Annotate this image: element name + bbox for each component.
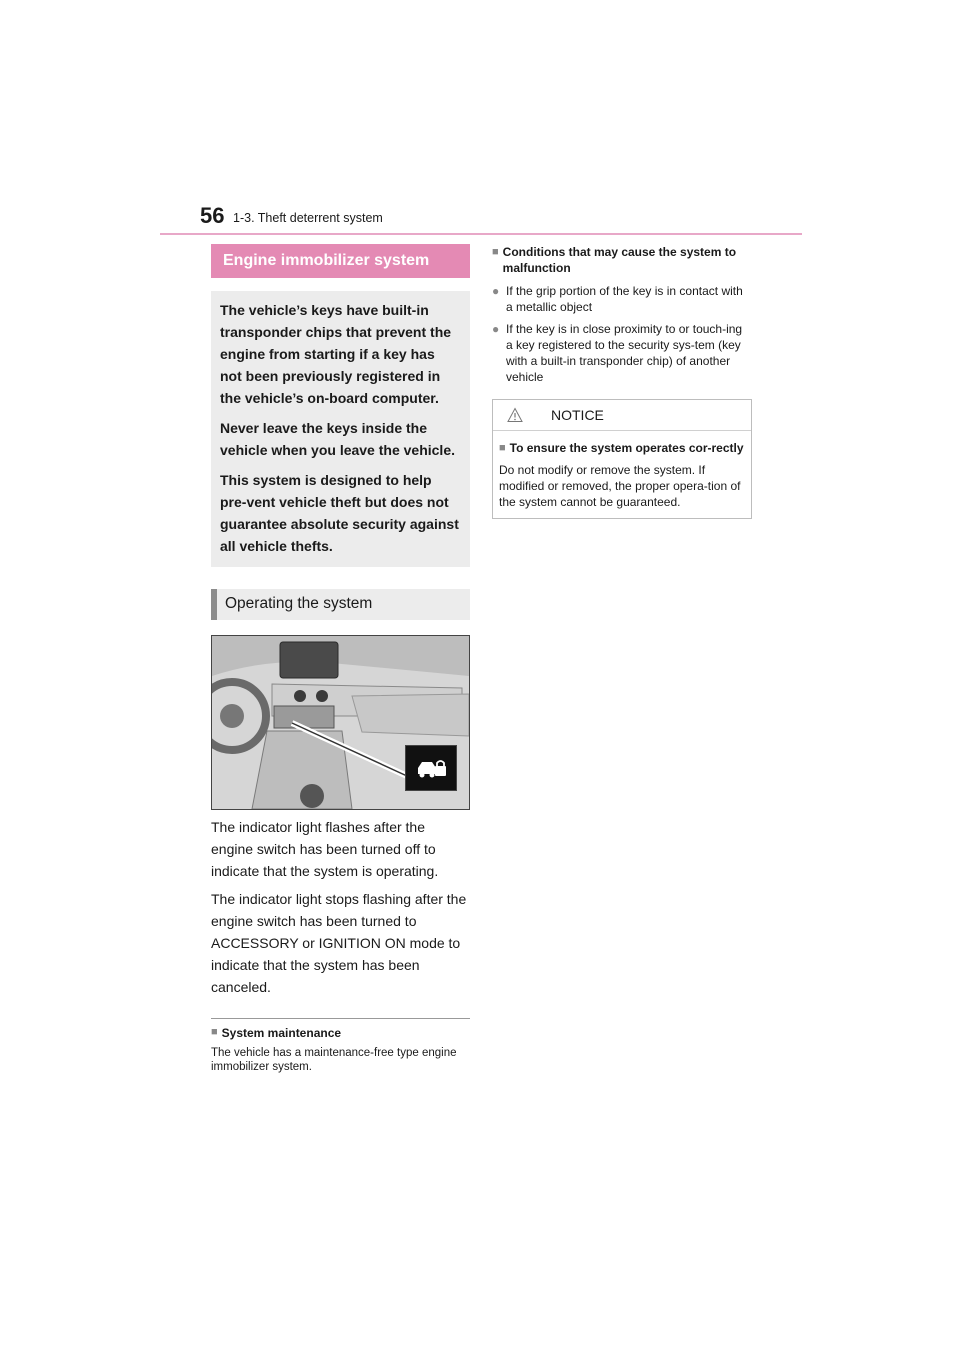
notice-box (492, 399, 752, 519)
conditions-heading-text: Conditions that may cause the system to malfunction (502, 245, 737, 275)
notice-title-bar (493, 400, 751, 431)
body-paragraph: The indicator light flashes after the engine switch has been turned off to indicate that the system is operating. (211, 819, 439, 879)
conditions-heading (492, 244, 752, 276)
list-item (492, 283, 752, 315)
circle-bullet-icon: ● (492, 284, 500, 298)
warning-icon (507, 407, 523, 423)
circle-bullet-icon: ● (492, 322, 500, 336)
notice-title: NOTICE (551, 407, 604, 423)
note-heading (211, 1026, 470, 1040)
notice-body (493, 431, 751, 518)
notice-subheading (499, 440, 745, 456)
chapter-title: 1-3. Theft deterrent system (233, 211, 383, 225)
intro-paragraph: This system is designed to help pre-vent vehicle theft but does not guarantee absolute security against all vehicle thefts. (220, 472, 459, 554)
body-paragraph: The indicator light stops flashing after the engine switch has been turned to ACCESSORY or IGNITION ON mode to indicate that the system has been canceled. (211, 891, 467, 995)
list-item-text: If the grip portion of the key is in contact with a metallic object (506, 284, 743, 314)
security-indicator (405, 745, 457, 791)
note-heading-text: System maintenance (221, 1026, 342, 1040)
header-rule (160, 233, 802, 235)
section-title: Engine immobilizer system (211, 244, 470, 278)
intro-paragraph: Never leave the keys inside the vehicle when you leave the vehicle. (220, 420, 455, 458)
list-item-text: If the key is in close proximity to or touch-ing a key registered to the security sys-tem (key with a built-in transponder chip) of another vehicle (506, 322, 743, 384)
square-bullet-icon: ■ (492, 246, 499, 258)
car-lock-icon (406, 746, 456, 790)
left-column (211, 244, 470, 1074)
body-text (211, 816, 470, 998)
list-item (492, 321, 752, 385)
notice-subheading-text: To ensure the system operates cor-rectly (509, 441, 744, 455)
intro-box (211, 291, 470, 567)
notice-text: Do not modify or remove the system. If modified or removed, the proper opera-tion of the system cannot be guaranteed. (499, 463, 741, 509)
square-bullet-icon: ■ (499, 442, 506, 454)
square-bullet-icon: ■ (211, 1026, 218, 1038)
intro-paragraph: The vehicle’s keys have built-in transponder chips that prevent the engine from starting if a key has not been previously registered in the vehicle’s on-board computer. (220, 302, 452, 406)
note-divider (211, 1018, 470, 1019)
dashboard-illustration (211, 635, 470, 810)
page-number: 56 (200, 203, 225, 228)
note-text: The vehicle has a maintenance-free type engine immobilizer system. (211, 1047, 457, 1073)
right-column (492, 244, 752, 519)
conditions-list (492, 283, 752, 385)
subsection-title: Operating the system (211, 589, 470, 620)
